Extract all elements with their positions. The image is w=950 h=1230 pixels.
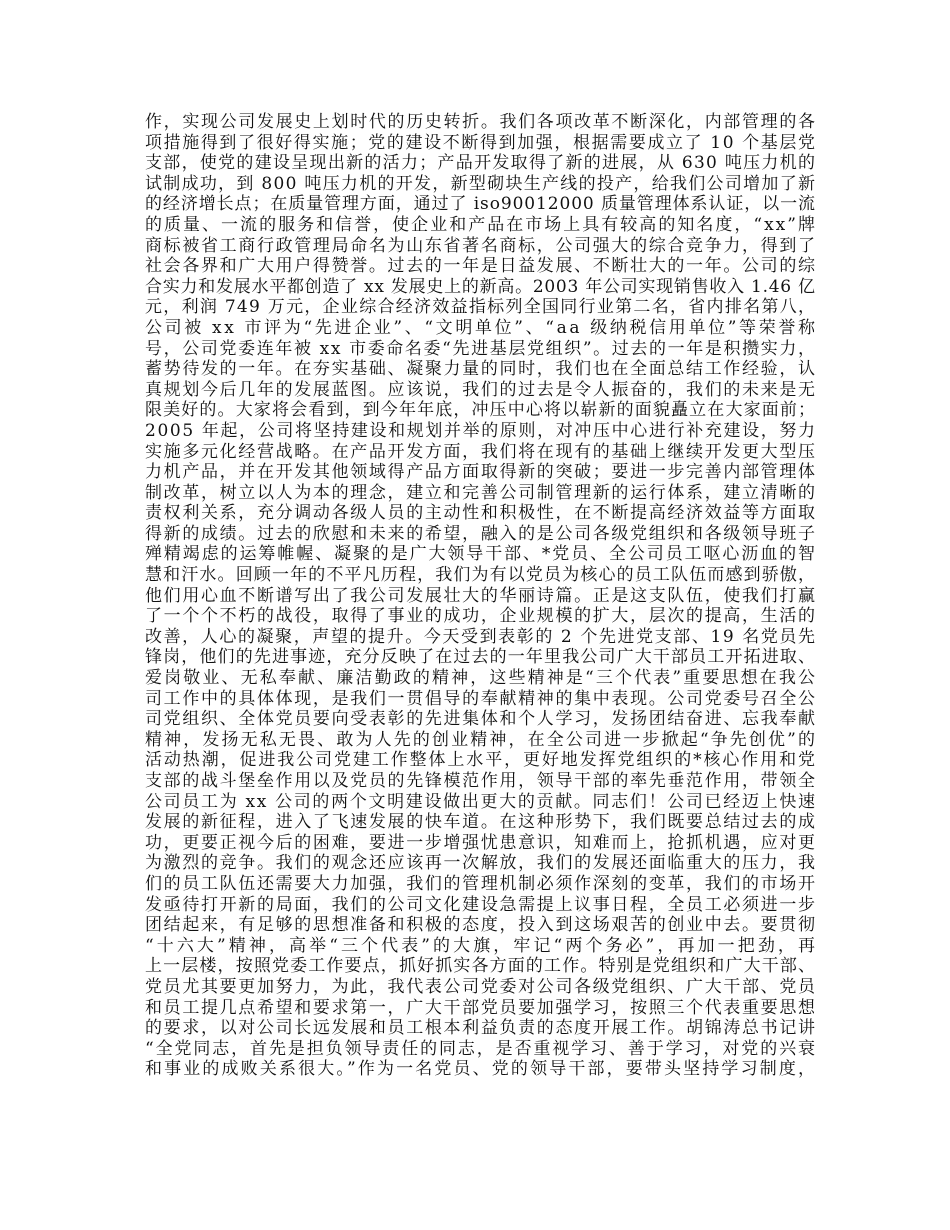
text-line: “十六大”精神，高举“三个代表”的大旗，牢记“两个务必”，再加一把劲，再 <box>145 935 819 956</box>
text-line: 2005 年起，公司将坚持建设和规划并举的原则，对冲压中心进行补充建设，努力 <box>145 420 817 441</box>
text-line: 锋岗，他们的先进事迹，充分反映了在过去的一年里我公司广大干部员工开拓进取、 <box>145 647 817 668</box>
text-line: 们的员工队伍还需要大力加强，我们的管理机制必须作深刻的变革，我们的市场开 <box>145 873 817 894</box>
text-line: 上一层楼，按照党委工作要点，抓好抓实各方面的工作。特别是党组织和广大干部、 <box>145 956 817 977</box>
text-line: 元，利润 749 万元，企业综合经济效益指标列全国同行业第二名，省内排名第八， <box>145 297 817 318</box>
text-line: 公司被 xx 市评为“先进企业”、“文明单位”、“aa 级纳税信用单位”等荣誉称 <box>145 317 818 338</box>
text-line: 的要求，以对公司长远发展和员工根本利益负责的态度开展工作。胡锦涛总书记讲 <box>145 1018 817 1039</box>
text-line: 商标被省工商行政管理局命名为山东省著名商标，公司强大的综合竞争力，得到了 <box>145 235 817 256</box>
text-line: 的经济增长点；在质量管理方面，通过了 iso90012000 质量管理体系认证，以一流 <box>145 194 816 215</box>
text-line: 为激烈的竞争。我们的观念还应该再一次解放，我们的发展还面临重大的压力，我 <box>145 853 817 874</box>
text-line: 司党组织、全体党员要向受表彰的先进集体和个人学习，发扬团结奋进、忘我奉献 <box>145 709 817 730</box>
text-line: 社会各界和广大用户得赞誉。过去的一年是日益发展、不断壮大的一年。公司的综 <box>145 256 817 277</box>
text-line: 发展的新征程，进入了飞速发展的快车道。在这种形势下，我们既要总结过去的成 <box>145 812 817 833</box>
body-text <box>145 112 819 1080</box>
text-line: 真规划今后几年的发展蓝图。应该说，我们的过去是令人振奋的，我们的未来是无 <box>145 379 817 400</box>
text-line: 他们用心血不断谱写出了我公司发展壮大的华丽诗篇。正是这支队伍，使我们打赢 <box>145 585 817 606</box>
text-line: 项措施得到了很好得实施；党的建设不断得到加强，根据需要成立了 10 个基层党 <box>145 132 817 153</box>
text-line: 和员工提几点希望和要求第一，广大干部党员要加强学习，按照三个代表重要思想 <box>145 997 817 1018</box>
text-line: 党员尤其要更加努力，为此，我代表公司党委对公司各级党组织、广大干部、党员 <box>145 976 817 997</box>
text-line: 责权利关系，充分调动各级人员的主动性和积极性，在不断提高经济效益等方面取 <box>145 503 817 524</box>
text-line: 限美好的。大家将会看到，到今年年底，冲压中心将以崭新的面貌矗立在大家面前； <box>145 400 817 421</box>
text-line: 精神，发扬无私无畏、敢为人先的创业精神，在全公司进一步掀起“争先创优”的 <box>145 729 818 750</box>
text-line: 支部，使党的建设呈现出新的活力；产品开发取得了新的进展，从 630 吨压力机的 <box>145 153 817 174</box>
text-line: 的质量、一流的服务和信誉，使企业和产品在市场上具有较高的知名度，“xx”牌 <box>145 214 817 235</box>
text-line: 和事业的成败关系很大。”作为一名党员、党的领导干部，要带头坚持学习制度， <box>145 1059 818 1080</box>
text-line: 活动热潮，促进我公司党建工作整体上水平，更好地发挥党组织的*核心作用和党 <box>145 750 817 771</box>
text-line: 作，实现公司发展史上划时代的历史转折。我们各项改革不断深化，内部管理的各 <box>145 112 817 132</box>
text-line: 合实力和发展水平都创造了 xx 发展史上的新高。2003 年公司实现销售收入 1.46 亿 <box>145 276 816 297</box>
text-line: 殚精竭虑的运筹帷幄、凝聚的是广大领导干部、*党员、全公司员工呕心沥血的智 <box>145 544 817 565</box>
text-line: 改善，人心的凝聚，声望的提升。今天受到表彰的 2 个先进党支部、19 名党员先 <box>145 626 817 647</box>
text-line: 支部的战斗堡垒作用以及党员的先锋模范作用，领导干部的率先垂范作用，带领全 <box>145 771 817 791</box>
text-line: 司工作中的具体体现，是我们一贯倡导的奉献精神的集中表现。公司党委号召全公 <box>145 688 817 709</box>
text-line: 了一个个不朽的战役，取得了事业的成功，企业规模的扩大，层次的提高，生活的 <box>145 606 817 627</box>
text-line: 公司员工为 xx 公司的两个文明建设做出更大的贡献。同志们！公司已经迈上快速 <box>145 791 817 812</box>
text-line: 制改革，树立以人为本的理念，建立和完善公司制管理新的运行体系，建立清晰的 <box>145 482 817 503</box>
text-line: 试制成功，到 800 吨压力机的开发，新型砌块生产线的投产，给我们公司增加了新 <box>145 173 817 194</box>
text-line: 得新的成绩。过去的欣慰和未来的希望，融入的是公司各级党组织和各级领导班子 <box>145 523 817 544</box>
text-line: 团结起来，有足够的思想准备和积极的态度，投入到这场艰苦的创业中去。要贯彻 <box>145 915 817 936</box>
text-line: 实施多元化经营战略。在产品开发方面，我们将在现有的基础上继续开发更大型压 <box>145 441 817 462</box>
text-line: 慧和汗水。回顾一年的不平凡历程，我们为有以党员为核心的员工队伍而感到骄傲， <box>145 565 817 586</box>
text-line: 蓄势待发的一年。在夯实基础、凝聚力量的同时，我们也在全面总结工作经验，认 <box>145 359 817 380</box>
text-line: “全党同志，首先是担负领导责任的同志，是否重视学习、善于学习，对党的兴衰 <box>145 1038 817 1059</box>
text-line: 力机产品，并在开发其他领域得产品方面取得新的突破；要进一步完善内部管理体 <box>145 462 817 483</box>
text-line: 爱岗敬业、无私奉献、廉洁勤政的精神，这些精神是“三个代表”重要思想在我公 <box>145 668 818 689</box>
text-line: 功，更要正视今后的困难，要进一步增强忧患意识，知难而上，抢抓机遇，应对更 <box>145 832 817 853</box>
text-line: 发亟待打开新的局面，我们的公司文化建设急需提上议事日程，全员工必须进一步 <box>145 894 817 915</box>
text-line: 号，公司党委连年被 xx 市委命名委“先进基层党组织”。过去的一年是积攒实力， <box>145 338 817 359</box>
